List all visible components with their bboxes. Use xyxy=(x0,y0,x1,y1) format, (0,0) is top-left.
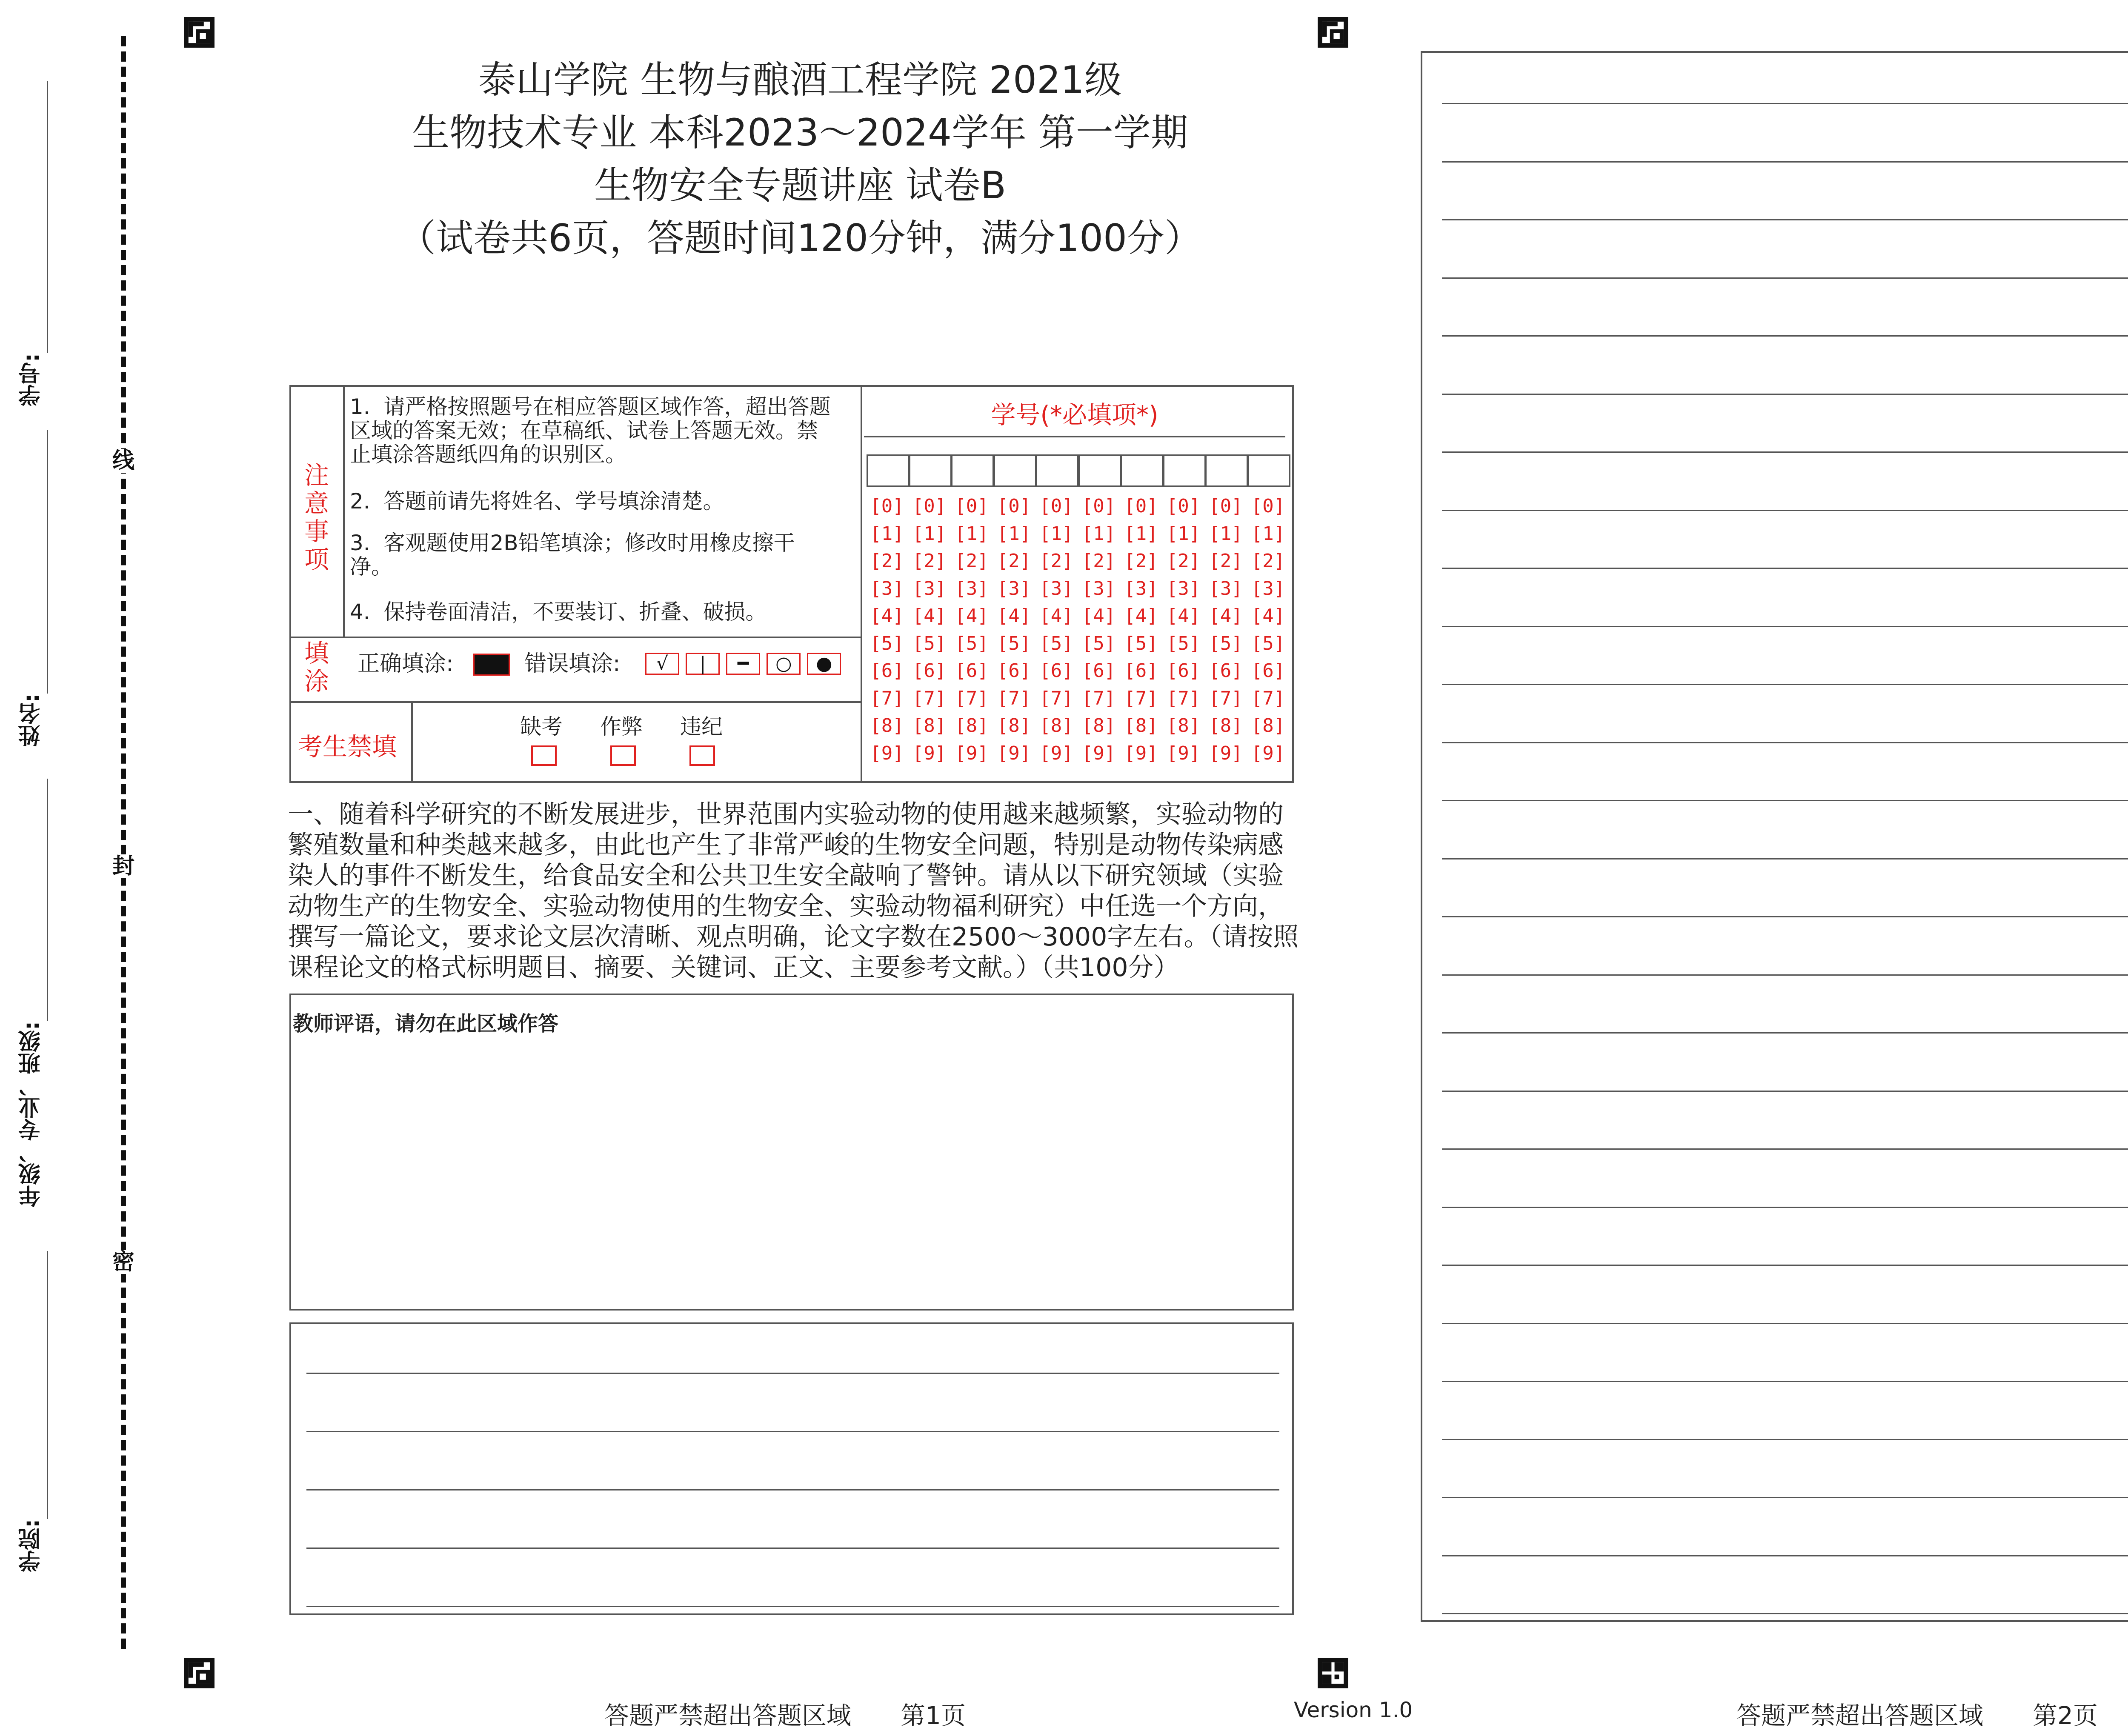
field-college-label: 学院: xyxy=(19,1519,44,1572)
fill-correct-label: 正确填涂: xyxy=(358,651,454,677)
student-id-bubble[interactable]: [3] xyxy=(1209,577,1243,600)
wrong-mark-bar: | xyxy=(686,653,720,675)
answer-line xyxy=(306,1548,1279,1549)
divider xyxy=(861,385,862,783)
student-id-bubble[interactable]: [3] xyxy=(1124,577,1158,600)
student-id-bubble-column xyxy=(867,493,907,767)
student-id-bubble[interactable]: [1] xyxy=(997,523,1031,545)
binding-dashed-line xyxy=(121,36,126,1649)
student-id-bubble[interactable]: [6] xyxy=(1081,660,1116,682)
answer-line xyxy=(1442,161,2128,163)
student-id-bubble[interactable]: [1] xyxy=(1039,523,1073,545)
answer-line xyxy=(1442,1323,2128,1324)
student-id-bubble-column xyxy=(1079,493,1118,767)
notice-item-2: 2. 答题前请先将姓名、学号填涂清楚。 xyxy=(350,489,724,514)
student-id-bubble[interactable]: [4] xyxy=(997,605,1031,627)
student-id-bubble[interactable]: [6] xyxy=(912,660,947,682)
fill-label: 填涂 xyxy=(304,639,329,696)
student-id-bubble[interactable]: [8] xyxy=(1209,715,1243,737)
version-label: Version 1.0 xyxy=(1294,1698,1413,1722)
divider xyxy=(289,701,861,703)
answer-line xyxy=(1442,742,2128,743)
student-id-bubble[interactable]: [3] xyxy=(1166,577,1201,600)
student-id-bubble[interactable]: [5] xyxy=(912,632,947,654)
field-student-id-label: 学号: xyxy=(19,353,44,406)
student-id-bubble[interactable]: [2] xyxy=(1124,550,1158,572)
answer-line xyxy=(1442,684,2128,685)
fill-wrong-samples xyxy=(641,653,841,675)
student-id-bubble[interactable]: [8] xyxy=(1124,715,1158,737)
answer-line xyxy=(306,1489,1279,1490)
answer-line xyxy=(1442,1207,2128,1208)
student-id-title: 学号(*必填项*) xyxy=(991,400,1158,429)
violation-checkbox[interactable] xyxy=(689,745,715,766)
student-id-bubble[interactable]: [8] xyxy=(1039,715,1073,737)
answer-line xyxy=(306,1373,1279,1374)
student-id-bubble[interactable]: [9] xyxy=(955,742,989,764)
student-id-bubble[interactable]: [8] xyxy=(955,715,989,737)
student-id-bubble[interactable]: [6] xyxy=(1124,660,1158,682)
student-id-bubble[interactable]: [4] xyxy=(870,605,904,627)
student-id-bubble[interactable]: [3] xyxy=(955,577,989,600)
answer-line xyxy=(1442,1613,2128,1614)
student-id-bubble[interactable]: [0] xyxy=(1039,495,1073,517)
binding-mark-seal: 封 xyxy=(112,854,134,879)
divider xyxy=(343,385,345,638)
student-id-bubble[interactable]: [7] xyxy=(1209,687,1243,709)
student-id-bubble[interactable]: [4] xyxy=(955,605,989,627)
absent-label: 缺考 xyxy=(520,714,563,739)
student-id-bubble[interactable]: [4] xyxy=(912,605,947,627)
teacher-comment-area xyxy=(289,994,1294,1311)
answer-line xyxy=(1442,1032,2128,1034)
student-id-bubble-column xyxy=(910,493,949,767)
student-id-bubble[interactable]: [4] xyxy=(1124,605,1158,627)
student-id-bubble[interactable]: [9] xyxy=(1209,742,1243,764)
title-line-1: 泰山学院 生物与酿酒工程学院 2021级 xyxy=(478,58,1122,102)
student-id-bubble[interactable]: [9] xyxy=(997,742,1031,764)
answer-line xyxy=(1442,394,2128,395)
student-id-bubble[interactable]: [2] xyxy=(870,550,904,572)
student-id-digit-cell[interactable] xyxy=(951,454,994,487)
student-id-bubble-column xyxy=(1249,493,1288,767)
student-id-bubble[interactable]: [9] xyxy=(1124,742,1158,764)
answer-line xyxy=(1442,1148,2128,1150)
student-id-bubble[interactable]: [5] xyxy=(1251,632,1285,654)
student-id-bubble[interactable]: [5] xyxy=(1081,632,1116,654)
title-line-4: （试卷共6页，答题时间120分钟，满分100分） xyxy=(398,216,1202,260)
student-id-bubble[interactable]: [8] xyxy=(1081,715,1116,737)
student-id-digit-cell[interactable] xyxy=(909,454,952,487)
wrong-mark-dash: ━ xyxy=(726,653,760,675)
student-id-bubble[interactable]: [7] xyxy=(912,687,947,709)
student-id-bubble[interactable]: [6] xyxy=(1251,660,1285,682)
student-id-bubble[interactable]: [0] xyxy=(1166,495,1201,517)
field-name-label: 姓名: xyxy=(19,694,44,747)
divider xyxy=(411,701,413,783)
student-id-bubble[interactable]: [2] xyxy=(955,550,989,572)
student-id-bubble[interactable]: [1] xyxy=(1081,523,1116,545)
answer-line xyxy=(1442,1555,2128,1556)
student-id-bubble[interactable]: [2] xyxy=(1081,550,1116,572)
divider xyxy=(289,637,861,638)
student-id-bubble[interactable]: [7] xyxy=(1081,687,1116,709)
page2-answer-area[interactable] xyxy=(1421,51,2128,1622)
student-id-bubble[interactable]: [5] xyxy=(997,632,1031,654)
student-id-bubble[interactable]: [1] xyxy=(1166,523,1201,545)
student-id-bubble[interactable]: [0] xyxy=(997,495,1031,517)
student-id-bubble[interactable]: [3] xyxy=(997,577,1031,600)
student-id-bubble[interactable]: [1] xyxy=(1124,523,1158,545)
answer-line xyxy=(1442,626,2128,627)
student-id-bubble[interactable]: [7] xyxy=(1166,687,1201,709)
page1-answer-area[interactable] xyxy=(289,1322,1294,1615)
binding-mark-secret: 密 xyxy=(112,1249,134,1275)
answer-line xyxy=(1442,800,2128,801)
wrong-mark-circle: ○ xyxy=(767,653,801,675)
student-id-bubble-column xyxy=(1121,493,1161,767)
field-grade-major-class-label: 年级、专业、班级: xyxy=(19,1021,44,1207)
absent-checkbox[interactable] xyxy=(531,745,557,766)
answer-line xyxy=(1442,103,2128,104)
student-id-bubble[interactable]: [9] xyxy=(1251,742,1285,764)
student-id-bubble[interactable]: [9] xyxy=(912,742,947,764)
student-id-bubble[interactable]: [3] xyxy=(1039,577,1073,600)
student-id-bubble[interactable]: [9] xyxy=(1166,742,1201,764)
prohibited-label: 考生禁填 xyxy=(298,732,397,761)
notice-label: 注意事项 xyxy=(304,461,329,574)
student-id-bubble[interactable]: [1] xyxy=(1251,523,1285,545)
student-id-bubble[interactable]: [0] xyxy=(870,495,904,517)
student-id-bubble[interactable]: [7] xyxy=(997,687,1031,709)
student-id-bubble[interactable]: [8] xyxy=(997,715,1031,737)
student-id-bubble[interactable]: [1] xyxy=(912,523,947,545)
answer-line xyxy=(1442,335,2128,337)
divider xyxy=(864,436,1285,437)
student-id-digit-cell[interactable] xyxy=(994,454,1036,487)
student-id-write-line[interactable] xyxy=(47,81,48,353)
student-id-bubble[interactable]: [2] xyxy=(1166,550,1201,572)
student-id-bubble[interactable]: [6] xyxy=(955,660,989,682)
notice-item-3: 3. 客观题使用2B铅笔填涂；修改时用橡皮擦干净。 xyxy=(350,531,795,579)
corner-marker-bottom-left xyxy=(184,1658,215,1688)
student-id-bubble[interactable]: [1] xyxy=(1209,523,1243,545)
answer-line xyxy=(1442,1091,2128,1092)
student-id-digit-cell[interactable] xyxy=(1248,454,1290,487)
fill-correct-sample xyxy=(473,654,510,676)
student-id-bubble[interactable]: [7] xyxy=(1124,687,1158,709)
corner-marker-top-center xyxy=(1318,17,1348,48)
student-id-bubble-column xyxy=(1037,493,1076,767)
student-id-digit-cell[interactable] xyxy=(1121,454,1163,487)
corner-marker-top-left xyxy=(184,17,215,48)
student-id-bubble[interactable]: [8] xyxy=(1251,715,1285,737)
student-id-bubble[interactable]: [7] xyxy=(870,687,904,709)
student-id-bubble[interactable]: [9] xyxy=(870,742,904,764)
notice-item-1: 1. 请严格按照题号在相应答题区域作答，超出答题区域的答案无效；在草稿纸、试卷上答题无效。禁止填涂答题纸四角的识别区。 xyxy=(350,394,831,467)
answer-line xyxy=(306,1606,1279,1607)
answer-line xyxy=(306,1431,1279,1432)
student-id-bubble[interactable]: [6] xyxy=(870,660,904,682)
student-id-bubble[interactable]: [1] xyxy=(870,523,904,545)
footer-page-1: 答题严禁超出答题区域 第1页 xyxy=(604,1701,966,1730)
student-id-bubble[interactable]: [7] xyxy=(1251,687,1285,709)
student-id-bubble[interactable]: [2] xyxy=(1251,550,1285,572)
student-id-bubble[interactable]: [1] xyxy=(955,523,989,545)
name-write-line[interactable] xyxy=(47,430,48,694)
student-id-bubble[interactable]: [4] xyxy=(1251,605,1285,627)
wrong-mark-check: √ xyxy=(645,653,679,675)
student-id-digit-cell[interactable] xyxy=(1205,454,1248,487)
answer-line xyxy=(1442,568,2128,569)
student-id-bubble[interactable]: [5] xyxy=(1166,632,1201,654)
student-id-digit-cell[interactable] xyxy=(867,454,909,487)
student-id-bubble-column xyxy=(952,493,991,767)
student-id-bubble[interactable]: [0] xyxy=(955,495,989,517)
student-id-bubble[interactable]: [3] xyxy=(1251,577,1285,600)
student-id-bubble[interactable]: [0] xyxy=(1124,495,1158,517)
student-id-bubble[interactable]: [4] xyxy=(1166,605,1201,627)
student-id-bubble[interactable]: [0] xyxy=(1209,495,1243,517)
answer-line xyxy=(1442,219,2128,220)
footer-page-2: 答题严禁超出答题区域 第2页 xyxy=(1736,1701,2098,1730)
student-id-digit-cell[interactable] xyxy=(1163,454,1206,487)
student-id-bubble[interactable]: [8] xyxy=(1166,715,1201,737)
student-id-bubble[interactable]: [0] xyxy=(1081,495,1116,517)
student-id-bubble[interactable]: [8] xyxy=(912,715,947,737)
student-id-bubble-column xyxy=(1164,493,1203,767)
wrong-mark-dot: ● xyxy=(807,653,841,675)
student-id-bubble[interactable]: [6] xyxy=(1166,660,1201,682)
student-id-bubble[interactable]: [7] xyxy=(955,687,989,709)
student-id-bubble[interactable]: [2] xyxy=(1209,550,1243,572)
student-id-bubble[interactable]: [2] xyxy=(1039,550,1073,572)
student-id-bubble[interactable]: [5] xyxy=(1209,632,1243,654)
notice-item-4: 4. 保持卷面清洁，不要装订、折叠、破损。 xyxy=(350,600,767,624)
title-line-2: 生物技术专业 本科2023～2024学年 第一学期 xyxy=(412,111,1188,154)
cheating-checkbox[interactable] xyxy=(610,745,636,766)
student-id-bubble[interactable]: [3] xyxy=(870,577,904,600)
answer-line xyxy=(1442,1439,2128,1440)
student-id-bubble[interactable]: [9] xyxy=(1039,742,1073,764)
student-id-bubble[interactable]: [8] xyxy=(870,715,904,737)
answer-line xyxy=(1442,277,2128,279)
student-id-bubble[interactable]: [5] xyxy=(1124,632,1158,654)
teacher-comment-label: 教师评语，请勿在此区域作答 xyxy=(293,1012,559,1036)
student-id-bubble[interactable]: [0] xyxy=(912,495,947,517)
title-line-3: 生物安全专题讲座 试卷B xyxy=(594,163,1007,207)
answer-line xyxy=(1442,1497,2128,1498)
student-id-bubble[interactable]: [3] xyxy=(1081,577,1116,600)
student-id-bubble[interactable]: [5] xyxy=(870,632,904,654)
student-id-bubble[interactable]: [6] xyxy=(1039,660,1073,682)
student-id-digit-cell[interactable] xyxy=(1078,454,1121,487)
violation-label: 违纪 xyxy=(680,714,723,739)
corner-marker-bottom-center xyxy=(1318,1658,1348,1688)
student-id-bubble[interactable]: [4] xyxy=(1039,605,1073,627)
student-id-bubble[interactable]: [2] xyxy=(997,550,1031,572)
student-id-bubble[interactable]: [4] xyxy=(1081,605,1116,627)
student-id-bubble-column xyxy=(1206,493,1245,767)
answer-line xyxy=(1442,510,2128,511)
student-id-bubble[interactable]: [9] xyxy=(1081,742,1116,764)
student-id-bubble[interactable]: [6] xyxy=(997,660,1031,682)
answer-line xyxy=(1442,916,2128,917)
question-1-text: 一、随着科学研究的不断发展进步，世界范围内实验动物的使用越来越频繁，实验动物的繁殖数量和种类越来越多，由此也产生了非常严峻的生物安全问题，特别是动物传染病感染人的事件不断发生，给食品安全和公共卫生安全敲响了警钟。请从以下研究领域（实验动物生产的生物安全、实验动物使用的生物安全、实验动物福利研究）中任选一个方向，撰写一篇论文，要求论文层次清晰、观点明确，论文字数在2500～3000字左右。（请按照课程论文的格式标明题目、摘要、关键词、正文、主要参考文献。）（共100分） xyxy=(288,799,1299,982)
student-id-bubble[interactable]: [4] xyxy=(1209,605,1243,627)
student-id-bubble[interactable]: [6] xyxy=(1209,660,1243,682)
college-write-line[interactable] xyxy=(47,1251,48,1519)
grade-major-class-write-line[interactable] xyxy=(47,779,48,1021)
student-id-bubble[interactable]: [5] xyxy=(955,632,989,654)
binding-mark-line: 线 xyxy=(112,448,134,474)
fill-wrong-label: 错误填涂: xyxy=(524,651,621,677)
answer-line xyxy=(1442,1265,2128,1266)
answer-line xyxy=(1442,451,2128,453)
student-id-bubble-column xyxy=(995,493,1034,767)
cheating-label: 作弊 xyxy=(600,714,643,739)
student-id-bubble[interactable]: [5] xyxy=(1039,632,1073,654)
student-id-digit-cell[interactable] xyxy=(1036,454,1078,487)
answer-line xyxy=(1442,1381,2128,1382)
student-id-bubble[interactable]: [3] xyxy=(912,577,947,600)
answer-line xyxy=(1442,858,2128,859)
student-id-bubble[interactable]: [2] xyxy=(912,550,947,572)
answer-line xyxy=(1442,974,2128,976)
student-id-bubble[interactable]: [0] xyxy=(1251,495,1285,517)
student-id-bubble[interactable]: [7] xyxy=(1039,687,1073,709)
